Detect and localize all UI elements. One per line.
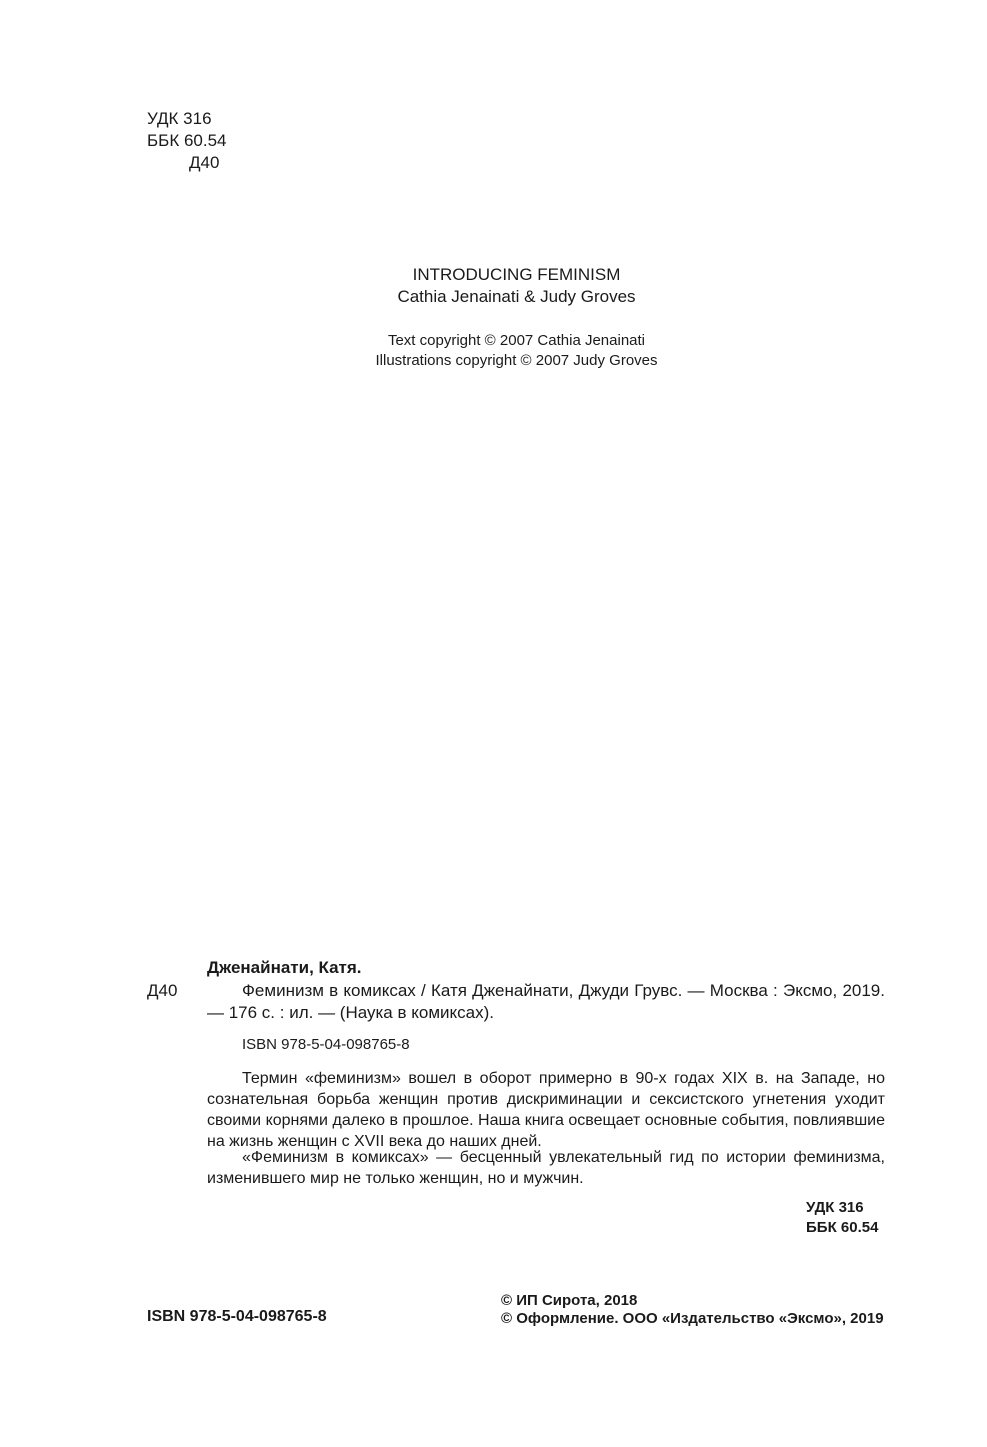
footer-copyright-1: © ИП Сирота, 2018 [501, 1292, 638, 1309]
text-copyright: Text copyright © 2007 Cathia Jenainati [387, 332, 646, 349]
card-heading: Дженайнати, Катя. [207, 958, 362, 977]
bottom-classification-codes [806, 1198, 878, 1238]
card-author-mark: Д40 [147, 981, 178, 1000]
top-udk-code: УДК 316 [147, 109, 212, 128]
bottom-udk-code: УДК 316 [806, 1199, 864, 1216]
bottom-bbk-code: ББК 60.54 [806, 1219, 879, 1236]
card-description: Феминизм в комиксах / Катя Дженайнати, Джуди Грувс. — Москва : Эксмо, 2019. — 176 с. : ил. — (Наука в комиксах). [207, 981, 885, 1022]
card-annotation-paragraph-2: «Феминизм в комиксах» — бесценный увлекательный гид по истории феминизма, изменившего мир не только женщин, но и мужчин. [207, 1149, 885, 1187]
top-bbk-code: ББК 60.54 [147, 131, 227, 150]
card-annotation-paragraph-1: Термин «феминизм» вошел в оборот примерно в 90-х годах XIX в. на Западе, но сознательная борьба женщин против дискриминации и сексистского угнетения уходит своими корнями далеко в прошлое. Наша книга освещает основные события, повлиявшие на жизнь женщин с XVII века до наших дней. [207, 1070, 885, 1150]
top-author-mark: Д40 [189, 153, 220, 172]
footer-isbn: ISBN 978-5-04-098765-8 [147, 1308, 327, 1325]
footer-copyright-2: © Оформление. ООО «Издательство «Эксмо», 2019 [501, 1310, 884, 1327]
original-authors: Cathia Jenainati & Judy Groves [397, 287, 636, 306]
original-title: INTRODUCING FEMINISM [412, 265, 621, 284]
card-isbn: ISBN 978-5-04-098765-8 [242, 1036, 410, 1053]
top-classification-codes [147, 108, 226, 174]
illustrations-copyright: Illustrations copyright © 2007 Judy Groves [375, 352, 658, 369]
